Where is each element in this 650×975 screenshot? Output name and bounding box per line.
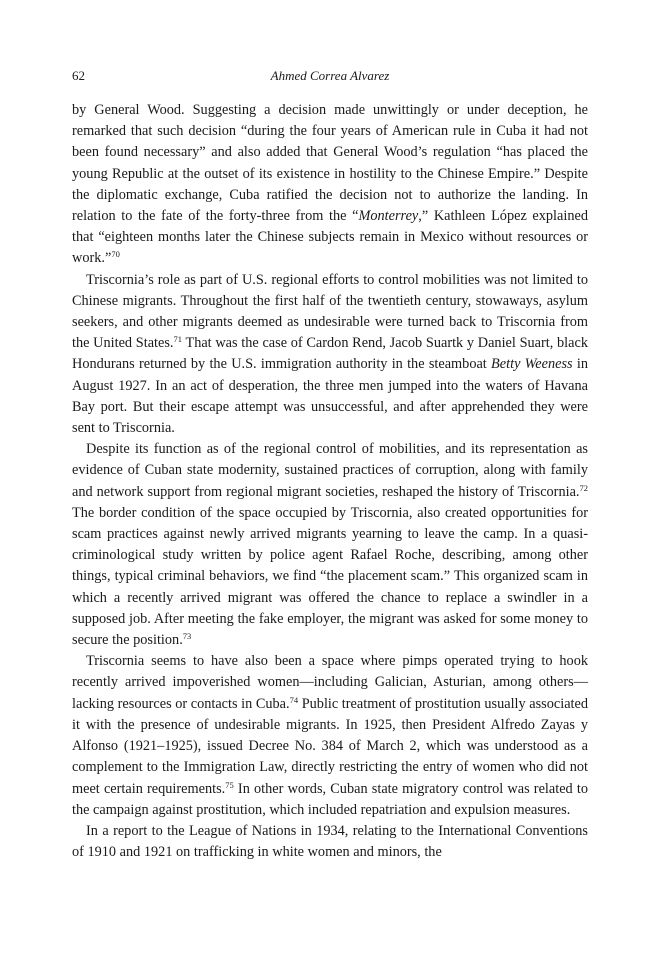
ship-name-italic: Monterrey [358, 208, 419, 225]
footnote-ref[interactable]: 71 [173, 334, 183, 345]
text-run: The border condition of the space occupied by Triscornia, also created opportunities for scam practices against newly arrived migrants yearning to leave the camp. In a quasi-criminological study written by police agent Rafael Roche, describing, among other things, typical criminal behaviors, we find “the placement scam.” This organized scam in which a recently arrived migrant was offered the chance to replace a swindler in a supposed job. After meeting the fake employer, the migrant was asked for some money to secure the position. [72, 504, 588, 649]
text-run: In a report to the League of Nations in 1934, relating to the International Conventions of 1910 and 1921 on trafficking in white women and minors, the [72, 822, 588, 861]
footnote-ref[interactable]: 75 [225, 779, 234, 790]
running-head [72, 66, 588, 86]
footnote-ref[interactable]: 74 [289, 694, 299, 705]
running-title: Ahmed Correa Alvarez [270, 68, 390, 83]
ship-name-italic: Betty Weeness [491, 356, 573, 373]
text-run: ,” Kathleen López explained that “eighteen months later the Chinese subjects remain in Mexico without resources or work.” [72, 208, 588, 267]
paragraph-4 [72, 651, 588, 821]
paragraph-1 [72, 100, 588, 270]
text-run: by General Wood. Suggesting a decision made unwittingly or under deception, he remarked that such decision “during the four years of American rule in Cuba it had not been found necessary” and also added that General Wood’s regulation “has placed the young Republic at the outset of its existence in hostility to the Chinese Empire.” Despite the diplomatic exchange, Cuba ratified the decision not to authorize the landing. In relation to the fate of the forty-three from the “ [72, 102, 588, 225]
body-text [72, 100, 588, 863]
text-run: In other words, Cuban state migratory control was related to the campaign against prostitution, which included repatriation and expulsion measures. [72, 780, 588, 818]
text-run: Public treatment of prostitution usually associated it with the presence of undesirable migrants. In 1925, then President Alfredo Zayas y Alfonso (1921–1925), issued Decree No. 384 of March 2, which was understood as a complement to the Immigration Law, directly restricting the entry of women who did not meet certain requirements. [72, 695, 589, 797]
paragraph-5 [72, 821, 588, 863]
footnote-ref[interactable]: 70 [111, 249, 120, 260]
paragraph-2 [72, 270, 588, 440]
page-number: 62 [72, 68, 85, 83]
text-run: Triscornia’s role as part of U.S. regional efforts to control mobilities was not limited to Chinese migrants. Throughout the first half of the twentieth century, stowaways, asylum seekers, and other migrants deemed as undesirable were turned back to Triscornia from the United States. [72, 271, 588, 352]
text-run: Triscornia seems to have also been a space where pimps operated trying to hook recently arrived impoverished women—including Galician, Asturian, among others—lacking resources or contacts in Cuba. [72, 653, 588, 712]
footnote-ref[interactable]: 72 [579, 482, 588, 493]
paragraph-3 [72, 439, 588, 651]
text-run: That was the case of Cardon Rend, Jacob Suartk y Daniel Suart, black Hondurans returned by the U.S. immigration authority in the steamboat [72, 335, 588, 373]
book-page [72, 66, 588, 863]
text-run: Despite its function as of the regional control of mobilities, and its representation as evidence of Cuban state modernity, sustained practices of corruption, along with family and network support from regional migrant societies, reshaped the history of Triscornia. [72, 441, 588, 500]
text-run: in August 1927. In an act of desperation, the three men jumped into the waters of Havana Bay port. But their escape attempt was unsuccessful, and after apprehended they were sent to Triscornia. [72, 356, 588, 437]
footnote-ref[interactable]: 73 [182, 631, 192, 642]
